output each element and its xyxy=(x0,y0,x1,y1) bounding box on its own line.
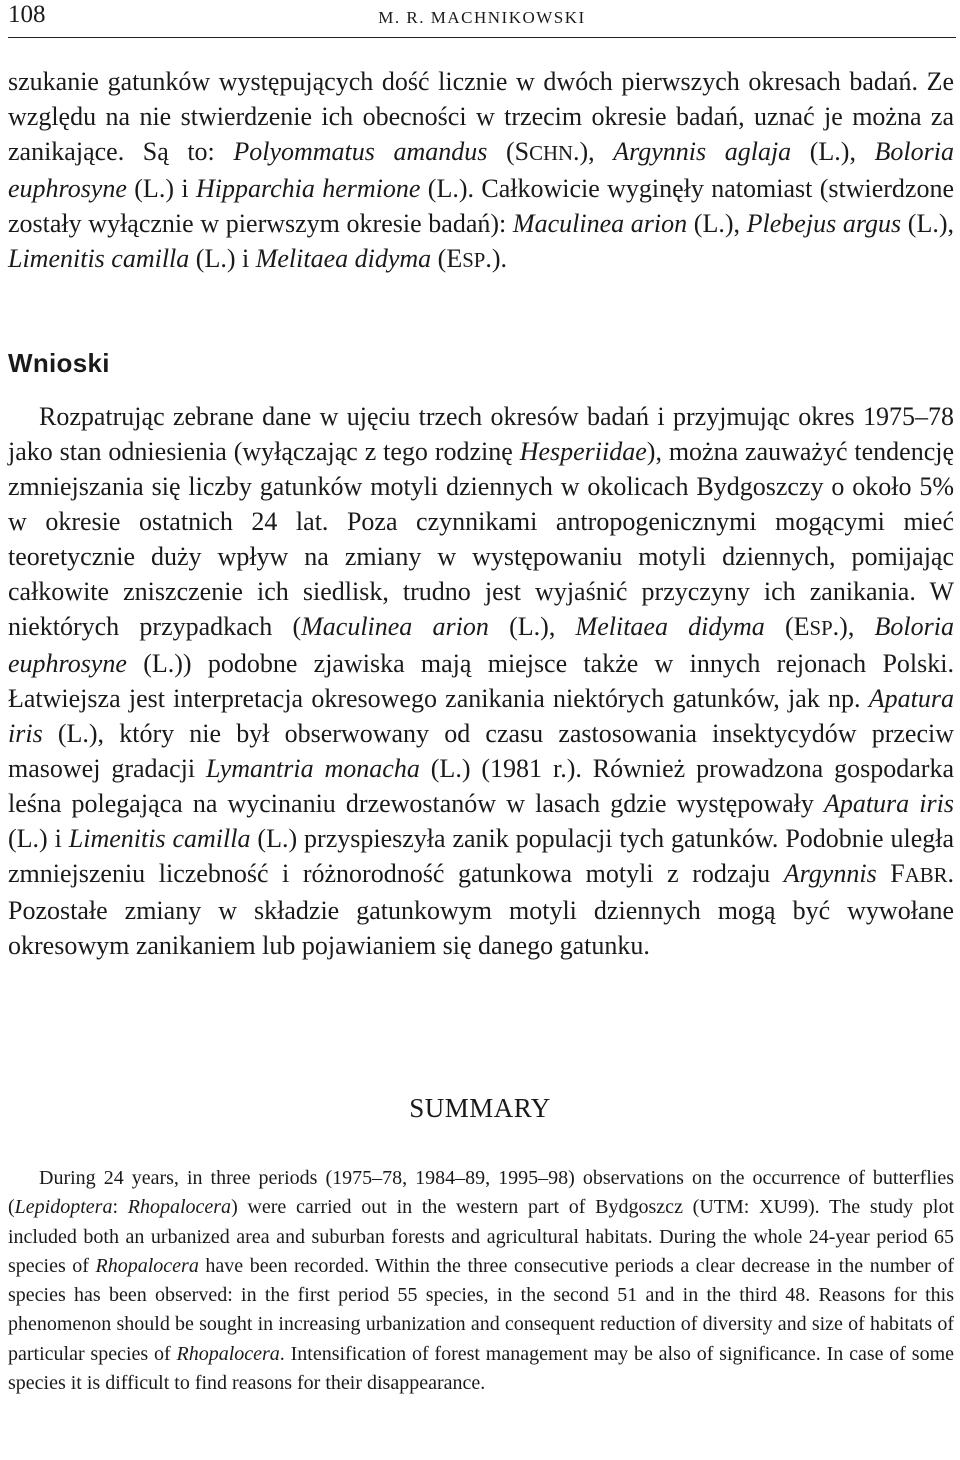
species-name: Polyommatus amandus xyxy=(233,137,488,166)
species-name: Argynnis aglaja xyxy=(613,137,792,166)
taxon-name: Rhopalocera xyxy=(95,1254,199,1277)
author-small-caps: SP xyxy=(809,617,833,640)
text-run: (L.) (1981 r.). Również prowadzona gospodarka leśna polegająca na wycinaniu drzewostanów w lasach gdzie występowały xyxy=(8,754,954,818)
text-run: szukanie gatunków występujących dość licznie w dwóch pierwszych okresach badań. Ze względu na nie stwierdzenie ich obecności w trzecim okresie badań, uznać je można za zanikające. Są to: xyxy=(8,67,954,166)
family-name: Hesperiidae xyxy=(519,437,647,466)
genus-name: Argynnis xyxy=(783,859,877,888)
running-head: M. R. MACHNIKOWSKI xyxy=(378,8,586,27)
text-run: .). xyxy=(485,244,508,273)
page-header xyxy=(8,0,956,38)
text-run: (L.). Całkowicie wyginęły natomiast (stwierdzone zostały wyłącznie w pierwszym okresie badań): xyxy=(8,174,954,238)
author-small-caps: CHN xyxy=(529,142,573,165)
text-run: During 24 years, in three periods (1975–78, 1984–89, 1995–98) observations on the occurrence of butterflies ( xyxy=(8,1167,954,1219)
text-run: (L.)) podobne zjawiska mają miejsce także w innych rejonach Polski. Łatwiejsza jest interpretacja okresowego zanikania niektórych gatunków, jak np. xyxy=(8,649,954,713)
species-name: Apatura iris xyxy=(8,684,954,748)
taxon-name: Lepidoptera xyxy=(14,1196,113,1219)
summary-text xyxy=(8,1164,954,1398)
text-run: (L.), xyxy=(791,137,875,166)
author-small-caps: SP xyxy=(462,249,486,272)
text-run: (L.), xyxy=(488,612,576,641)
species-name: Lymantria monacha xyxy=(206,754,420,783)
taxon-name: Rhopalocera xyxy=(127,1196,232,1219)
species-name: Melitaea didyma xyxy=(575,612,765,641)
paragraph-2-text xyxy=(8,399,954,963)
paragraph-2 xyxy=(8,399,954,963)
species-name: Maculinea arion xyxy=(512,209,688,238)
species-name: Plebejus argus xyxy=(746,209,902,238)
text-run: .), xyxy=(832,612,875,641)
text-run: (L.), xyxy=(687,209,747,238)
paragraph-1-text xyxy=(8,64,954,278)
text-run: (E xyxy=(764,612,810,641)
text-run: (L.), xyxy=(901,209,954,238)
species-name: Limenitis camilla xyxy=(8,244,190,273)
species-name: Boloria euphrosyne xyxy=(8,137,954,203)
species-name: Hipparchia hermione xyxy=(195,174,421,203)
text-run: (L.) i xyxy=(126,174,196,203)
text-run: (S xyxy=(487,137,530,166)
paragraph-1 xyxy=(8,64,954,278)
text-run: (E xyxy=(431,244,463,273)
text-run: .), xyxy=(573,137,614,166)
summary xyxy=(8,1164,954,1398)
page-number: 108 xyxy=(8,1,46,28)
species-name: Limenitis camilla xyxy=(68,824,251,853)
text-run: have been recorded. Within the three consecutive periods a clear decrease in the number of species has been observed: in the first period 55 species, in the second 51 and in the third 48. Reasons for this phenomenon should be sought in increasing urbanization and consequent reduction of diversity and size of habitats of particular species of xyxy=(8,1254,954,1365)
text-run: ) were carried out in the western part of Bydgoszcz (UTM: XU99). The study plot included both an urbanized area and suburban forests and agricultural habitats. During the whole 24-year period 65 species of xyxy=(8,1196,954,1277)
text-run: . Intensification of forest management may be also of significance. In case of some species it is difficult to find reasons for their disappearance. xyxy=(8,1342,954,1395)
species-name: Melitaea didyma xyxy=(255,244,432,273)
text-run: : xyxy=(112,1196,128,1219)
text-run: (L.), który nie był obserwowany od czasu zastosowania insektycydów przeciw masowej gradacji xyxy=(8,719,954,783)
taxon-name: Rhopalocera xyxy=(176,1342,280,1365)
text-run: F xyxy=(876,859,905,888)
author-small-caps: ABR xyxy=(904,864,948,887)
section-heading: Wnioski xyxy=(8,348,110,378)
summary-title: SUMMARY xyxy=(409,1093,551,1123)
species-name: Apatura iris xyxy=(823,789,954,818)
text-run: Rozpatrując zebrane dane w ujęciu trzech okresów badań i przyjmując okres 1975–78 jako stan odniesienia (wyłączając z tego rodzinę xyxy=(8,402,954,466)
text-run: . Pozostałe zmiany w składzie gatunkowym motyli dziennych mogą być wywołane okresowym zanikaniem lub pojawianiem się danego gatunku. xyxy=(8,859,954,960)
text-run: (L.) i xyxy=(189,244,256,273)
text-run: (L.) i xyxy=(8,824,69,853)
text-run: (L.) przyspieszyła zanik populacji tych gatunków. Podobnie uległa zmniejszeniu liczebność i różnorodność gatunkowa motyli z rodzaju xyxy=(8,824,955,888)
species-name: Maculinea arion xyxy=(301,612,489,641)
text-run: ), można zauważyć tendencję zmniejszania się liczby gatunków motyli dziennych w okolicach Bydgoszczy o około 5% w okresie ostatnich 24 lat. Poza czynnikami antropogenicznymi mogącymi mieć teoretycznie duży wpływ na zmiany w występowaniu motyli dziennych, pomijając całkowite zniszczenie ich siedlisk, trudno jest wyjaśnić przyczyny ich zanikania. W niektórych przypadkach ( xyxy=(8,437,954,641)
species-name: Boloria euphrosyne xyxy=(8,612,954,678)
